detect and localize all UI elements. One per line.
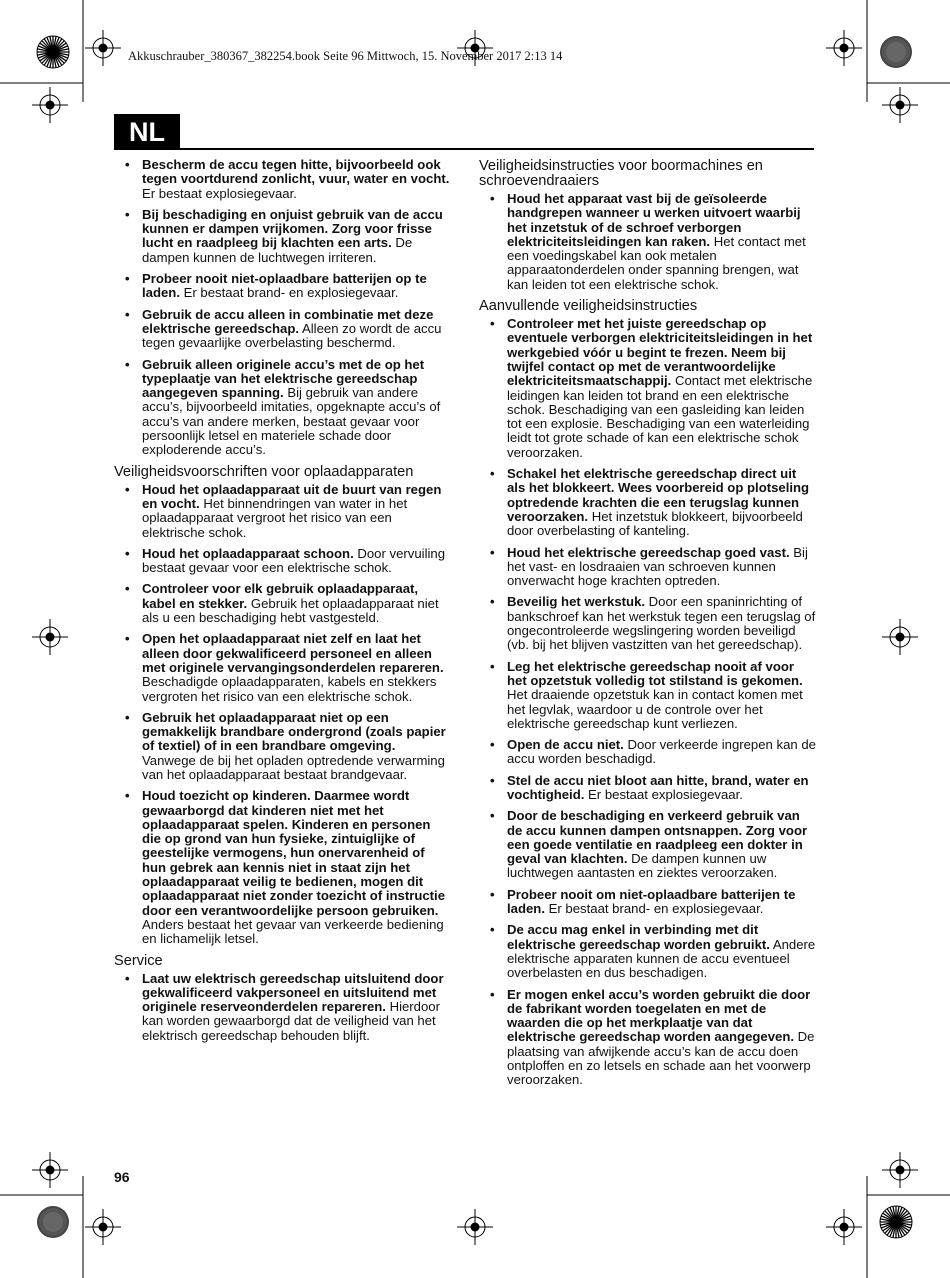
- list-item: • Bij beschadiging en onjuist gebruik van de accu kunnen er dampen vrijkomen. Zorg voor frisse lucht en raadpleeg bij klachten een arts. De dampen kunnen de luchtwegen irriteren.: [114, 208, 452, 265]
- list-item: • Houd het elektrische gereedschap goed vast. Bij het vast- en losdraaien van schroeven kunnen onverwacht hoge krachten optreden.: [479, 546, 817, 589]
- drill-safety-list: [479, 192, 817, 292]
- list-item: • Door de beschadiging en verkeerd gebruik van de accu kunnen dampen ontsnappen. Zorg voor een goede ventilatie en raadpleeg een dokter in geval van klachten. De dampen kunnen uw luchtwegen aantasten en ziektes veroorzaken.: [479, 809, 817, 880]
- additional-safety-list: [479, 317, 817, 1088]
- right-column: [479, 158, 817, 1095]
- language-tab: NL: [114, 114, 180, 150]
- list-item: • Er mogen enkel accu’s worden gebruikt die door de fabrikant worden toegelaten en met de waarden die op het merkplaatje van dat elektrische gereedschap worden aangegeven. De plaatsing van afwijkende accu’s kan de accu doen ontploffen en zo letsels en schade aan het voorwerp veroorzaken.: [479, 988, 817, 1088]
- list-item: • Houd het oplaadapparaat schoon. Door vervuiling bestaat gevaar voor een elektrische schok.: [114, 547, 452, 576]
- service-heading: Service: [114, 952, 163, 969]
- drill-safety-heading: Veiligheidsinstructies voor boormachines en schroevendraaiers: [479, 158, 763, 189]
- print-header: Akkuschrauber_380367_382254.book Seite 96 Mittwoch, 15. November 2017 2:13 14: [128, 49, 563, 63]
- list-item: • De accu mag enkel in verbinding met dit elektrische gereedschap worden gebruikt. Andere elektrische apparaten kunnen de accu eventueel overbelasten en dus beschadigen.: [479, 923, 817, 980]
- list-item: • Probeer nooit om niet-oplaadbare batterijen te laden. Er bestaat brand- en explosiegevaar.: [479, 888, 817, 917]
- list-item: • Leg het elektrische gereedschap nooit af voor het opzetstuk volledig tot stilstand is gekomen. Het draaiende opzetstuk kan in contact komen met het legvlak, waardoor u de controle over het elektrische gereedschap kunt verliezen.: [479, 660, 817, 731]
- list-item: • Gebruik de accu alleen in combinatie met deze elektrische gereedschap. Alleen zo wordt de accu tegen gevaarlijke overbelasting beschermd.: [114, 308, 452, 351]
- list-item: • Bescherm de accu tegen hitte, bijvoorbeeld ook tegen voortdurend zonlicht, vuur, water en vocht. Er bestaat explosiegevaar.: [114, 158, 452, 201]
- list-item: • Beveilig het werkstuk. Door een spaninrichting of bankschroef kan het werkstuk tegen een terugslag of ongecontroleerde wegslingering worden beveiligd (vb. bij het blijven vastzitten van het gereedschap).: [479, 595, 817, 652]
- charger-safety-heading: Veiligheidsvoorschriften voor oplaadapparaten: [114, 463, 414, 480]
- page-number: 96: [114, 1169, 130, 1185]
- list-item: • Open het oplaadapparaat niet zelf en laat het alleen door gekwalificeerd personeel en alleen met originele vervangingsonderdelen repareren. Beschadigde oplaadapparaten, kabels en stekkers vergroten het risico van een elektrische schok.: [114, 632, 452, 703]
- list-item: • Houd toezicht op kinderen. Daarmee wordt gewaarborgd dat kinderen niet met het oplaadapparaat spelen. Kinderen en personen die op grond van hun fysieke, zintuiglijke of geestelijke vermogens, hun onervarenheid of hun gebrek aan kennis niet in staat zijn het oplaadapparaat veilig te bedienen, mogen dit oplaadapparaat niet zonder toezicht of instructie door een verantwoordelijke persoon gebruiken. Anders bestaat het gevaar van verkeerde bediening en lichamelijk letsel.: [114, 789, 452, 946]
- list-item: • Controleer voor elk gebruik oplaadapparaat, kabel en stekker. Gebruik het oplaadapparaat niet als u een beschadiging hebt vastgesteld.: [114, 582, 452, 625]
- list-item: • Stel de accu niet bloot aan hitte, brand, water en vochtigheid. Er bestaat explosiegevaar.: [479, 774, 817, 803]
- list-item: • Schakel het elektrische gereedschap direct uit als het blokkeert. Wees voorbereid op plotseling optredende krachten die een terugslag kunnen veroorzaken. Het inzetstuk blokkeert, bijvoorbeeld door overbelasting of kanteling.: [479, 467, 817, 538]
- list-item: • Laat uw elektrisch gereedschap uitsluitend door gekwalificeerd vakpersoneel en uitsluitend met originele reserveonderdelen repareren. Hierdoor kan worden gewaarborgd dat de veiligheid van het elektrisch gereedschap behouden blijft.: [114, 972, 452, 1043]
- list-item: • Probeer nooit niet-oplaadbare batterijen op te laden. Er bestaat brand- en explosiegevaar.: [114, 272, 452, 301]
- left-column: [114, 158, 452, 1050]
- list-item: • Gebruik alleen originele accu’s met de op het typeplaatje van het elektrische gereedschap aangegeven spanning. Bij gebruik van andere accu’s, bijvoorbeeld imitaties, opgeknapte accu’s of accu’s van andere merken, bestaat gevaar voor persoonlijk letsel en materiele schade door exploderende accu’s.: [114, 358, 452, 458]
- list-item: • Gebruik het oplaadapparaat niet op een gemakkelijk brandbare ondergrond (zoals papier of textiel) of in een brandbare omgeving. Vanwege de bij het opladen optredende verwarming van het oplaadapparaat bestaat brandgevaar.: [114, 711, 452, 782]
- header-rule: [180, 148, 814, 150]
- charger-safety-list: [114, 483, 452, 947]
- service-list: [114, 972, 452, 1043]
- list-item: • Controleer met het juiste gereedschap op eventuele verborgen elektriciteitsleidingen in het werkgebied vóór u begint te frezen. Neem bij twijfel contact op met de verantwoordelijke elektriciteitsmaatschappij. Contact met elektrische leidingen kan leiden tot brand en een elektrische schok. Beschadiging van een gasleiding kan leiden tot een explosie. Beschadiging van een waterleiding leidt tot grote schade of kan een elektrische schok veroorzaken.: [479, 317, 817, 460]
- list-item: • Houd het oplaadapparaat uit de buurt van regen en vocht. Het binnendringen van water in het oplaadapparaat vergroot het risico van een elektrische schok.: [114, 483, 452, 540]
- list-item: • Open de accu niet. Door verkeerde ingrepen kan de accu worden beschadigd.: [479, 738, 817, 767]
- additional-safety-heading: Aanvullende veiligheidsinstructies: [479, 298, 698, 315]
- battery-safety-list: [114, 158, 452, 458]
- list-item: • Houd het apparaat vast bij de geïsoleerde handgrepen wanneer u werken uitvoert waarbij het inzetstuk of de schroef verborgen elektriciteitsleidingen kan raken. Het contact met een voedingskabel kan ook metalen apparaatonderdelen onder spanning brengen, wat kan leiden tot een elektrische schok.: [479, 192, 817, 292]
